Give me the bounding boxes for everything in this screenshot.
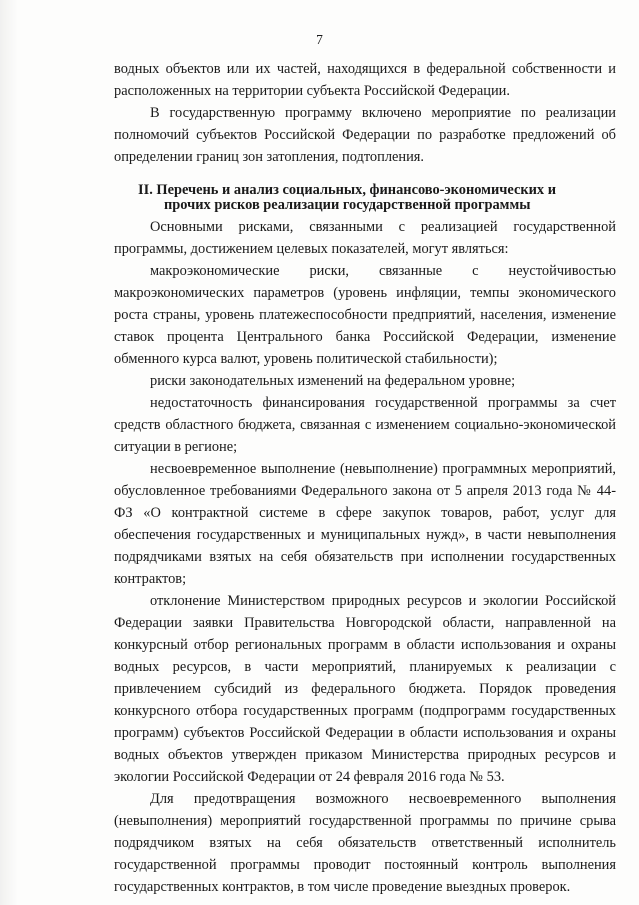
paragraph-legislative-risks: риски законодательных изменений на федеральном уровне;: [150, 373, 516, 389]
paragraph-funding-risks: недостаточность финансирования государственной программы за счет средств областного бюджета, связанная с изменением социально-экономической ситуации в регионе;: [114, 395, 616, 455]
paragraph-flood-zones: В государственную программу включено мероприятие по реализации полномочий субъектов Российской Федерации по разработке предложений об определении границ зон затопления, подтопления.: [114, 105, 616, 165]
paragraph-risks-intro: Основными рисками, связанными с реализацией государственной программы, достижением целевых показателей, могут являться:: [114, 219, 616, 257]
section-heading-line-1: II. Перечень и анализ социальных, финансово-экономических и: [138, 182, 557, 198]
paragraph-macroeconomic-risks: макроэкономические риски, связанные с неустойчивостью макроэкономических параметров (уровень инфляции, темпы экономического роста страны, уровень платежеспособности предприятий, населения, изменение ставок процента Центрального банка Российской Федерации, изменение обменного курса валют, уровень политической стабильности);: [114, 263, 616, 367]
page-number: 7: [316, 32, 323, 47]
paragraph-contract-risks: несвоевременное выполнение (невыполнение) программных мероприятий, обусловленное требованиями Федерального закона от 5 апреля 2013 года № 44-ФЗ «О контрактной системе в сфере закупок товаров, работ, услуг для обеспечения государственных и муниципальных нужд», в части невыполнения подрядчиками взятых на себя обязательств при исполнении государственных контрактов;: [114, 461, 616, 587]
section-heading-line-2: прочих рисков реализации государственной программы: [164, 197, 531, 213]
paragraph-application-rejection: отклонение Министерством природных ресурсов и экологии Российской Федерации заявки Правительства Новгородской области, направленной на конкурсный отбор региональных программ в области использования и охраны водных ресурсов, в части мероприятий, планируемых к реализации с привлечением субсидий из федерального бюджета. Порядок проведения конкурсного отбора государственных программ (подпрограмм государственных программ) субъектов Российской Федерации в области использования и охраны водных объектов утвержден приказом Министерства природных ресурсов и экологии Российской Федерации от 24 февраля 2016 года № 53.: [114, 593, 616, 785]
section-heading: [114, 183, 616, 213]
document-body: [114, 58, 616, 898]
paragraph-prevention-measures: Для предотвращения возможного несвоевременного выполнения (невыполнения) мероприятий государственной программы по причине срыва подрядчиком взятых на себя обязательств ответственный исполнитель государственной программы проводит постоянный контроль выполнения государственных контрактов, в том числе проведение выездных проверок.: [114, 791, 616, 895]
scan-edge-shadow: [0, 0, 18, 905]
paragraph-continuation: водных объектов или их частей, находящихся в федеральной собственности и расположенных на территории субъекта Российской Федерации.: [114, 61, 616, 99]
